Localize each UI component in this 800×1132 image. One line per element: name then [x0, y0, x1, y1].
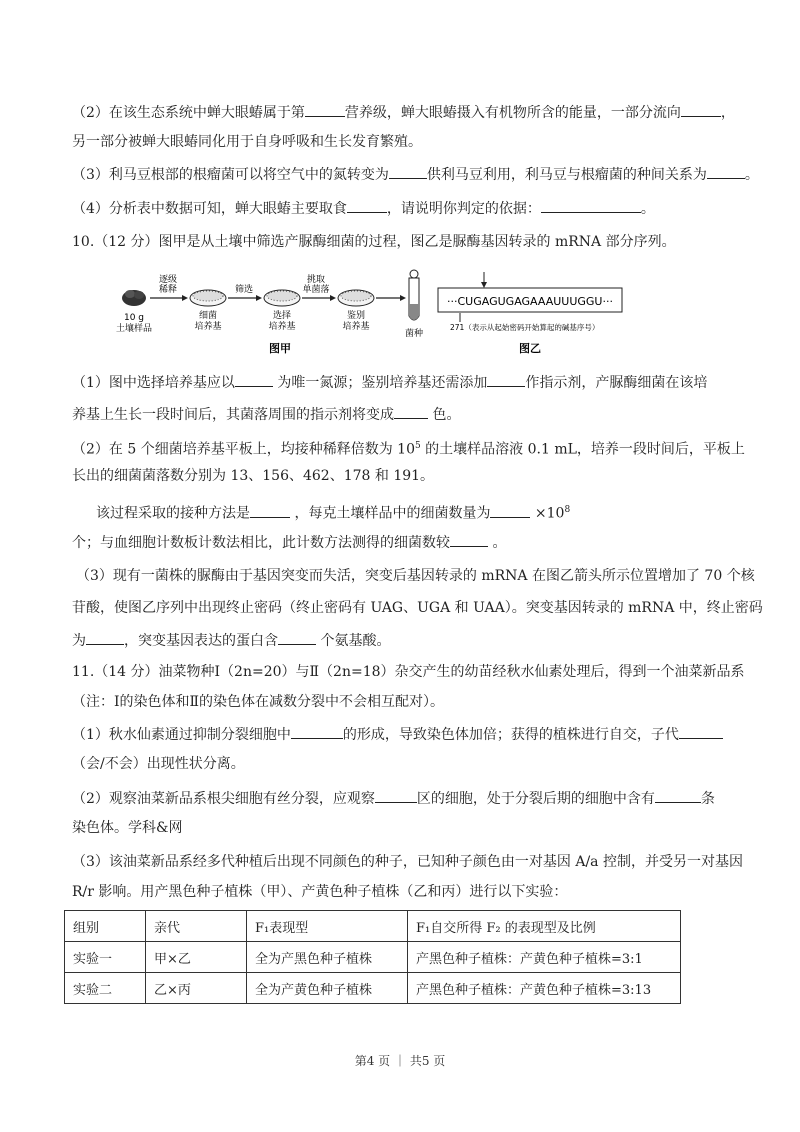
answer-blank[interactable]: [250, 503, 290, 518]
answer-blank[interactable]: [389, 164, 427, 179]
dish3-label: 鉴别: [346, 311, 366, 321]
cell: 全为产黑色种子植株: [247, 942, 408, 973]
cell: 实验二: [65, 973, 146, 1004]
q10-part2-line3: 该过程采取的接种方法是 ，每克土壤样品中的细菌数量为 $\times 10^8$: [96, 500, 570, 524]
answer-blank[interactable]: [681, 102, 721, 117]
answer-blank[interactable]: [278, 630, 316, 645]
cell: 甲×乙: [146, 942, 247, 973]
table-row: [65, 942, 681, 973]
answer-blank[interactable]: [707, 164, 745, 179]
dish3-label-b: 培养基: [342, 322, 370, 332]
q10-part3-line2: 苷酸，使图乙序列中出现终止密码（终止密码有 UAG、UGA 和 UAA）。突变基因转录的 mRNA 中，终止密码: [72, 600, 763, 616]
cell: 产黑色种子植株：产黄色种子植株=3:13: [408, 973, 681, 1004]
arrow1-label: 逐级: [158, 275, 178, 285]
cell: 实验一: [65, 942, 146, 973]
q9-part4: （4）分析表中数据可知，蝉大眼蝽主要取食 ，请说明你判定的依据： 。: [72, 198, 655, 219]
figure-b-caption: 图乙: [519, 342, 541, 355]
mrna-sequence: ···CUGAGUGAGAAAUUUGGU···: [447, 295, 613, 308]
answer-blank[interactable]: [655, 788, 701, 803]
figure-jia-yi: [115, 270, 640, 360]
answer-blank[interactable]: [291, 724, 343, 739]
arrowhead-3: [330, 295, 336, 301]
arrow3-label: 挑取: [306, 275, 326, 285]
q10-intro: 10.（12 分）图甲是从土壤中筛选产脲酶细菌的过程，图乙是脲酶基因转录的 mRNA 部分序列。: [72, 234, 676, 250]
q10-part3-line1: （3）现有一菌株的脲酶由于基因突变而失活，突变后基因转录的 mRNA 在图乙箭头所示位置增加了 70 个核: [76, 568, 755, 584]
col-f2: F₁自交所得 F₂ 的表现型及比例: [408, 911, 681, 942]
q11-part1-line1: （1）秋水仙素通过抑制分裂细胞中 的形成，导致染色体加倍；获得的植株进行自交，子代: [72, 724, 723, 745]
soil-label: 10 g: [123, 313, 145, 323]
col-f1: F₁表现型: [247, 911, 408, 942]
arrow2-label: 筛选: [234, 285, 254, 295]
dish1-label-b: 培养基: [194, 322, 222, 332]
answer-blank[interactable]: [487, 372, 525, 387]
q11-intro: 11.（14 分）油菜物种Ⅰ（2n=20）与Ⅱ（2n=18）杂交产生的幼苗经秋水仙素处理后，得到一个油菜新品系: [72, 664, 745, 680]
tube-label: 菌种: [404, 329, 424, 339]
test-tube-icon: [409, 270, 419, 320]
answer-blank[interactable]: [541, 198, 641, 213]
dish2-label: 选择: [272, 311, 292, 321]
soil-label-b: 土壤样品: [115, 324, 153, 334]
answer-blank[interactable]: [490, 503, 530, 518]
soil-sample-icon: [122, 290, 146, 306]
table-row: [65, 973, 681, 1004]
answer-blank[interactable]: [235, 372, 273, 387]
petri-dish-icon: [338, 290, 374, 306]
cell: 乙×丙: [146, 973, 247, 1004]
col-group: 组别: [65, 911, 146, 942]
figure-a-caption: 图甲: [269, 342, 291, 355]
q11-part3-line1: （3）该油菜新品系经多代种植后出现不同颜色的种子，已知种子颜色由一对基因 A/a 控制，并受另一对基因: [72, 854, 743, 870]
page-footer: 第4 页 ｜ 共5 页: [354, 1054, 446, 1068]
table-header-row: [65, 911, 681, 942]
petri-dish-icon: [190, 290, 226, 306]
cell: 产黑色种子植株：产黄色种子植株=3:1: [408, 942, 681, 973]
q9-part3: （3）利马豆根部的根瘤菌可以将空气中的氮转变为 供利马豆利用，利马豆与根瘤菌的种间关系为 。: [72, 164, 759, 185]
q10-part2-line2: 长出的细菌菌落数分别为 13、156、462、178 和 191。: [72, 468, 435, 484]
col-parents: 亲代: [146, 911, 247, 942]
q9-part2-line1: （2）在该生态系统中蝉大眼蝽属于第 营养级，蝉大眼蝽摄入有机物所含的能量，一部分流向 ，: [72, 102, 735, 123]
arrowhead-4: [400, 295, 406, 301]
answer-blank[interactable]: [347, 198, 387, 213]
q11-part3-line2: R/r 影响。用产黑色种子植株（甲）、产黄色种子植株（乙和丙）进行以下实验：: [72, 884, 568, 900]
q11-part2-line1: （2）观察油菜新品系根尖细胞有丝分裂，应观察 区的细胞，处于分裂后期的细胞中含有 条: [72, 788, 715, 809]
petri-dish-icon: [264, 290, 300, 306]
answer-blank[interactable]: [305, 102, 345, 117]
arrow1-label-b: 稀释: [158, 285, 178, 295]
answer-blank[interactable]: [450, 532, 488, 547]
dish1-label: 细菌: [198, 311, 218, 321]
q11-note: （注：Ⅰ的染色体和Ⅱ的染色体在减数分裂中不会相互配对）。: [72, 694, 445, 710]
q10-part3-line3: 为 ，突变基因表达的蛋白含 个氨基酸。: [72, 630, 390, 651]
q10-part2-line1: （2）在 5 个细菌培养基平板上，均接种稀释倍数为 $10^5$ 的土壤样品溶液 0.1 mL，培养一段时间后，平板上: [72, 441, 745, 458]
arrowhead-2: [256, 295, 262, 301]
arrow3-label-b: 单菌落: [302, 285, 330, 295]
answer-blank[interactable]: [394, 404, 428, 419]
answer-blank[interactable]: [375, 788, 417, 803]
answer-blank[interactable]: [86, 630, 124, 645]
insertion-arrowhead: [481, 282, 487, 288]
cell: 全为产黄色种子植株: [247, 973, 408, 1004]
sequence-note: 271（表示从起始密码开始算起的碱基序号）: [450, 323, 600, 332]
q10-part2-line4: 个；与血细胞计数板计数法相比，此计数方法测得的细菌数较 。: [72, 532, 506, 553]
q11-part2-line2: 染色体。学科&网: [72, 820, 183, 836]
experiment-table: [64, 910, 681, 1004]
q10-part1-line1: （1）图中选择培养基应以 为唯一氮源；鉴别培养基还需添加 作指示剂，产脲酶细菌在该培: [72, 372, 707, 393]
arrowhead-1: [182, 295, 188, 301]
answer-blank[interactable]: [679, 724, 723, 739]
q9-part2-line2: 另一部分被蝉大眼蝽同化用于自身呼吸和生长发育繁殖。: [72, 134, 422, 150]
dish2-label-b: 培养基: [268, 322, 296, 332]
q10-part1-line2: 养基上生长一段时间后，其菌落周围的指示剂将变成 色。: [72, 404, 460, 425]
q11-part1-line2: （会/不会）出现性状分离。: [72, 756, 245, 772]
